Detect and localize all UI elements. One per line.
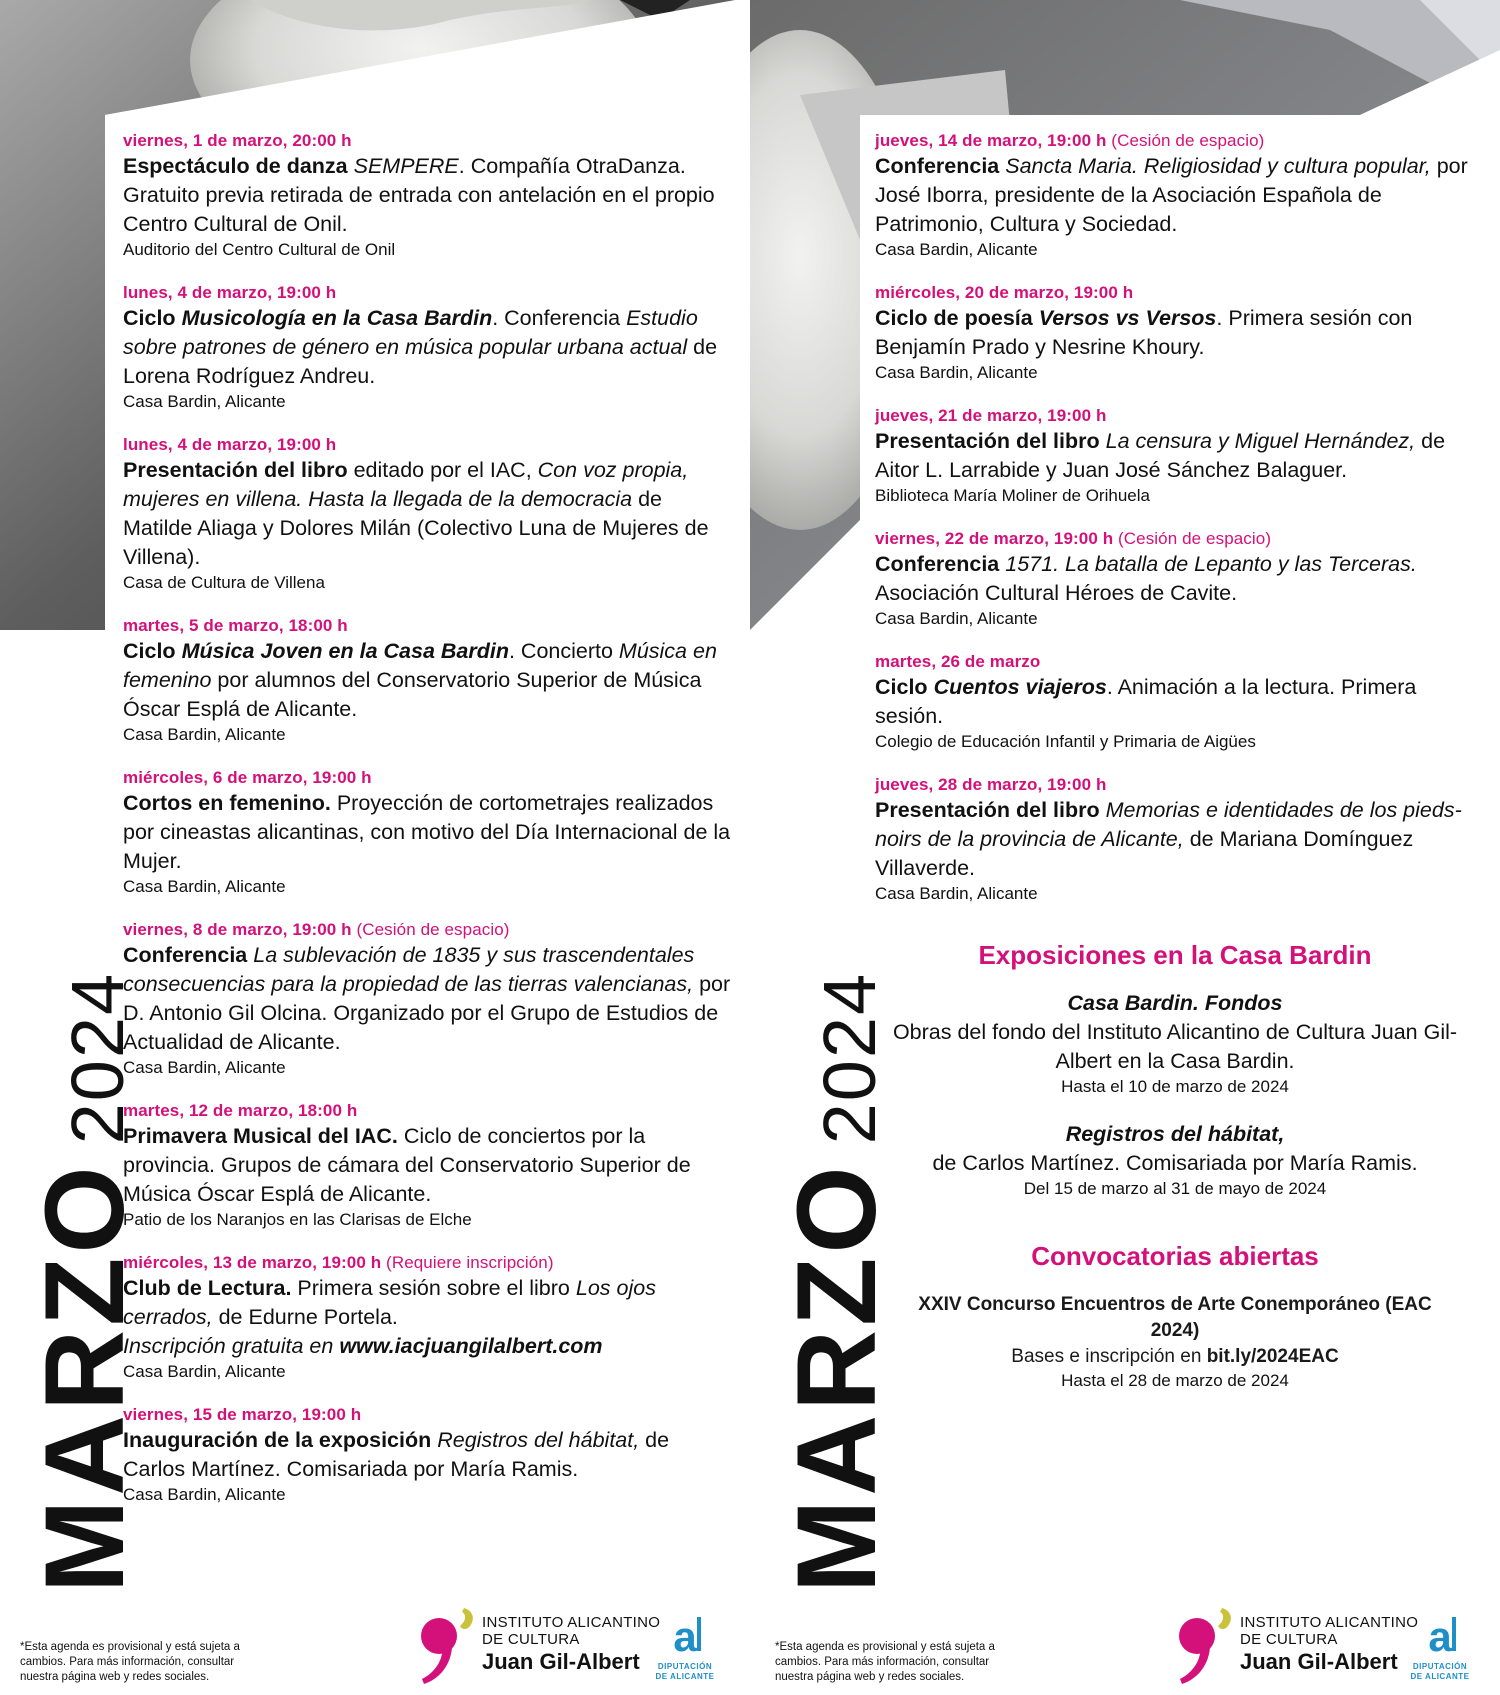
exhibition-item (875, 989, 1475, 1098)
call-bases-text: Bases e inscripción en (1011, 1346, 1207, 1367)
calls-heading: Convocatorias abiertas (1031, 1241, 1319, 1271)
event-date: martes, 5 de marzo, 18:00 h (123, 616, 348, 635)
event-date: viernes, 1 de marzo, 20:00 h (123, 131, 352, 150)
dip-line2: DE ALICANTE (655, 1672, 715, 1681)
logo-line1: INSTITUTO ALICANTINO (1240, 1614, 1419, 1631)
event-description: Ciclo de poesía Versos vs Versos. Primera sesión con Benjamín Prado y Nesrine Khoury. (875, 306, 1413, 359)
event-place: Casa Bardin, Alicante (123, 1058, 286, 1077)
event-item (875, 405, 1475, 507)
event-item (123, 615, 735, 746)
event-date: viernes, 22 de marzo, 19:00 h (Cesión de espacio) (875, 529, 1272, 548)
event-place: Casa de Cultura de Villena (123, 573, 325, 592)
event-item (123, 130, 735, 261)
exhibition-dates: Hasta el 10 de marzo de 2024 (1061, 1077, 1289, 1096)
event-date: miércoles, 20 de marzo, 19:00 h (875, 283, 1134, 302)
svg-text:a: a (673, 1615, 697, 1657)
exhibition-desc: de Carlos Martínez. Comisariada por María Ramis. (932, 1151, 1418, 1175)
event-date: viernes, 15 de marzo, 19:00 h (123, 1405, 362, 1424)
diputacion-logo-left[interactable] (655, 1615, 715, 1685)
call-link[interactable]: bit.ly/2024EAC (1206, 1346, 1339, 1367)
call-dates: Hasta el 28 de marzo de 2024 (1061, 1371, 1289, 1390)
event-date: lunes, 4 de marzo, 19:00 h (123, 435, 337, 454)
event-place: Auditorio del Centro Cultural de Onil (123, 240, 396, 259)
event-description: Conferencia La sublevación de 1835 y sus trascendentales consecuencias para la propiedad de las tierras valencianas, por D. Antonio Gil Olcina. Organizado por el Grupo de Estudios de Actualidad de Alicante. (123, 943, 731, 1054)
month-label: MARZO (774, 1162, 899, 1593)
event-date: martes, 26 de marzo (875, 652, 1041, 671)
month-label: MARZO (22, 1162, 147, 1593)
year-label: 2024 (56, 971, 139, 1145)
exhibition-desc: Obras del fondo del Instituto Alicantino de Cultura Juan Gil-Albert en la Casa Bardin. (892, 1020, 1458, 1073)
calls-section (875, 1240, 1475, 1392)
event-place: Casa Bardin, Alicante (875, 884, 1038, 903)
event-description: Ciclo Música Joven en la Casa Bardin. Concierto Música en femenino por alumnos del Conservatorio Superior de Música Óscar Esplá de Alicante. (123, 639, 717, 721)
diputacion-logo-right[interactable] (1410, 1615, 1470, 1685)
registration-link[interactable]: www.iacjuangilalbert.com (339, 1334, 603, 1358)
logo-line2: DE CULTURA (482, 1631, 580, 1648)
exhibition-title: Casa Bardin. Fondos (1067, 991, 1283, 1015)
exhibition-item (875, 1120, 1475, 1200)
dip-line2: DE ALICANTE (1410, 1672, 1470, 1681)
event-place: Colegio de Educación Infantil y Primaria de Aigües (875, 732, 1256, 751)
event-place: Casa Bardin, Alicante (123, 1362, 286, 1381)
dip-line1: DIPUTACIÓN (1412, 1662, 1468, 1671)
event-date: viernes, 8 de marzo, 19:00 h (Cesión de espacio) (123, 920, 510, 939)
event-place: Casa Bardin, Alicante (123, 1485, 286, 1504)
event-place: Patio de los Naranjos en las Clarisas de Elche (123, 1210, 472, 1229)
event-date: jueves, 14 de marzo, 19:00 h (Cesión de espacio) (875, 131, 1265, 150)
comma-logo-icon (1170, 1606, 1240, 1686)
exhibition-dates: Del 15 de marzo al 31 de mayo de 2024 (1023, 1179, 1327, 1198)
event-item (123, 1404, 735, 1506)
event-date: jueves, 21 de marzo, 19:00 h (875, 406, 1107, 425)
event-description: Ciclo Cuentos viajeros. Animación a la lectura. Primera sesión. (875, 675, 1417, 728)
right-event-list (875, 130, 1475, 1392)
event-place: Casa Bardin, Alicante (123, 877, 286, 896)
event-date: martes, 12 de marzo, 18:00 h (123, 1101, 358, 1120)
event-item (875, 130, 1475, 261)
logo-line1: INSTITUTO ALICANTINO (482, 1614, 661, 1631)
event-description: Conferencia Sancta Maria. Religiosidad y cultura popular, por José Iborra, presidente de la Asociación Española de Patrimonio, Cultura y Sociedad. (875, 154, 1468, 236)
event-description: Presentación del libro La censura y Miguel Hernández, de Aitor L. Larrabide y Juan José Sánchez Balaguer. (875, 429, 1446, 482)
diputacion-icon (1410, 1615, 1470, 1657)
event-description: Primavera Musical del IAC. Ciclo de conciertos por la provincia. Grupos de cámara del Conservatorio Superior de Música Óscar Esplá de Alicante. (123, 1124, 691, 1206)
logo-line3: Juan Gil-Albert (1240, 1649, 1398, 1674)
event-description: Presentación del libro Memorias e identidades de los pieds-noirs de la provincia de Alicante, de Mariana Domínguez Villaverde. (875, 798, 1462, 880)
year-label: 2024 (808, 971, 891, 1145)
event-item (123, 434, 735, 594)
event-place: Casa Bardin, Alicante (875, 240, 1038, 259)
logo-line2: DE CULTURA (1240, 1631, 1338, 1648)
event-item (123, 1252, 735, 1383)
event-place: Casa Bardin, Alicante (123, 725, 286, 744)
event-place: Biblioteca María Moliner de Orihuela (875, 486, 1150, 505)
diputacion-icon (655, 1615, 715, 1657)
disclaimer-right: *Esta agenda es provisional y está sujeta a cambios. Para más información, consultar nuestra página web y redes sociales. (775, 1641, 995, 1683)
event-description: Inauguración de la exposición Registros del hábitat, de Carlos Martínez. Comisariada por María Ramis. (123, 1428, 670, 1481)
event-date: lunes, 4 de marzo, 19:00 h (123, 283, 337, 302)
event-description: Club de Lectura. Primera sesión sobre el libro Los ojos cerrados, de Edurne Portela. Inscripción gratuita en www.iacjuangilalbert.com (123, 1276, 656, 1358)
event-date: jueves, 28 de marzo, 19:00 h (875, 775, 1107, 794)
event-place: Casa Bardin, Alicante (875, 363, 1038, 382)
event-item (875, 528, 1475, 630)
event-description: Presentación del libro editado por el IAC, Con voz propia, mujeres en villena. Hasta la llegada de la democracia de Matilde Aliaga y Dolores Milán (Colectivo Luna de Mujeres de Villena). (123, 458, 709, 569)
left-event-list (123, 130, 735, 1527)
event-item (123, 282, 735, 413)
event-date: miércoles, 6 de marzo, 19:00 h (123, 768, 372, 787)
call-title: XXIV Concurso Encuentros de Arte Conemporáneo (EAC 2024) (918, 1294, 1432, 1341)
logo-line3: Juan Gil-Albert (482, 1649, 640, 1674)
event-description: Cortos en femenino. Proyección de cortometrajes realizados por cineastas alicantinas, con motivo del Día Internacional de la Mujer. (123, 791, 731, 873)
event-description: Espectáculo de danza SEMPERE. Compañía OtraDanza. Gratuito previa retirada de entrada con antelación en el propio Centro Cultural de Onil. (123, 154, 715, 236)
event-item (875, 651, 1475, 753)
exhibitions-section (875, 939, 1475, 1200)
event-item (123, 1100, 735, 1231)
svg-text:a: a (1428, 1615, 1452, 1657)
event-item (123, 767, 735, 898)
event-item (123, 919, 735, 1079)
event-place: Casa Bardin, Alicante (123, 392, 286, 411)
exhibition-title: Registros del hábitat, (1065, 1122, 1285, 1146)
event-description: Conferencia 1571. La batalla de Lepanto y las Terceras. Asociación Cultural Héroes de Cavite. (875, 552, 1417, 605)
dip-line1: DIPUTACIÓN (657, 1662, 713, 1671)
comma-logo-icon (412, 1606, 482, 1686)
event-date: miércoles, 13 de marzo, 19:00 h (Requiere inscripción) (123, 1253, 554, 1272)
disclaimer-left: *Esta agenda es provisional y está sujeta a cambios. Para más información, consultar nuestra página web y redes sociales. (20, 1641, 240, 1683)
event-item (875, 282, 1475, 384)
event-description: Ciclo Musicología en la Casa Bardin. Conferencia Estudio sobre patrones de género en música popular urbana actual de Lorena Rodríguez Andreu. (123, 306, 718, 388)
event-place: Casa Bardin, Alicante (875, 609, 1038, 628)
event-item (875, 774, 1475, 905)
exhibitions-heading: Exposiciones en la Casa Bardin (978, 940, 1372, 970)
